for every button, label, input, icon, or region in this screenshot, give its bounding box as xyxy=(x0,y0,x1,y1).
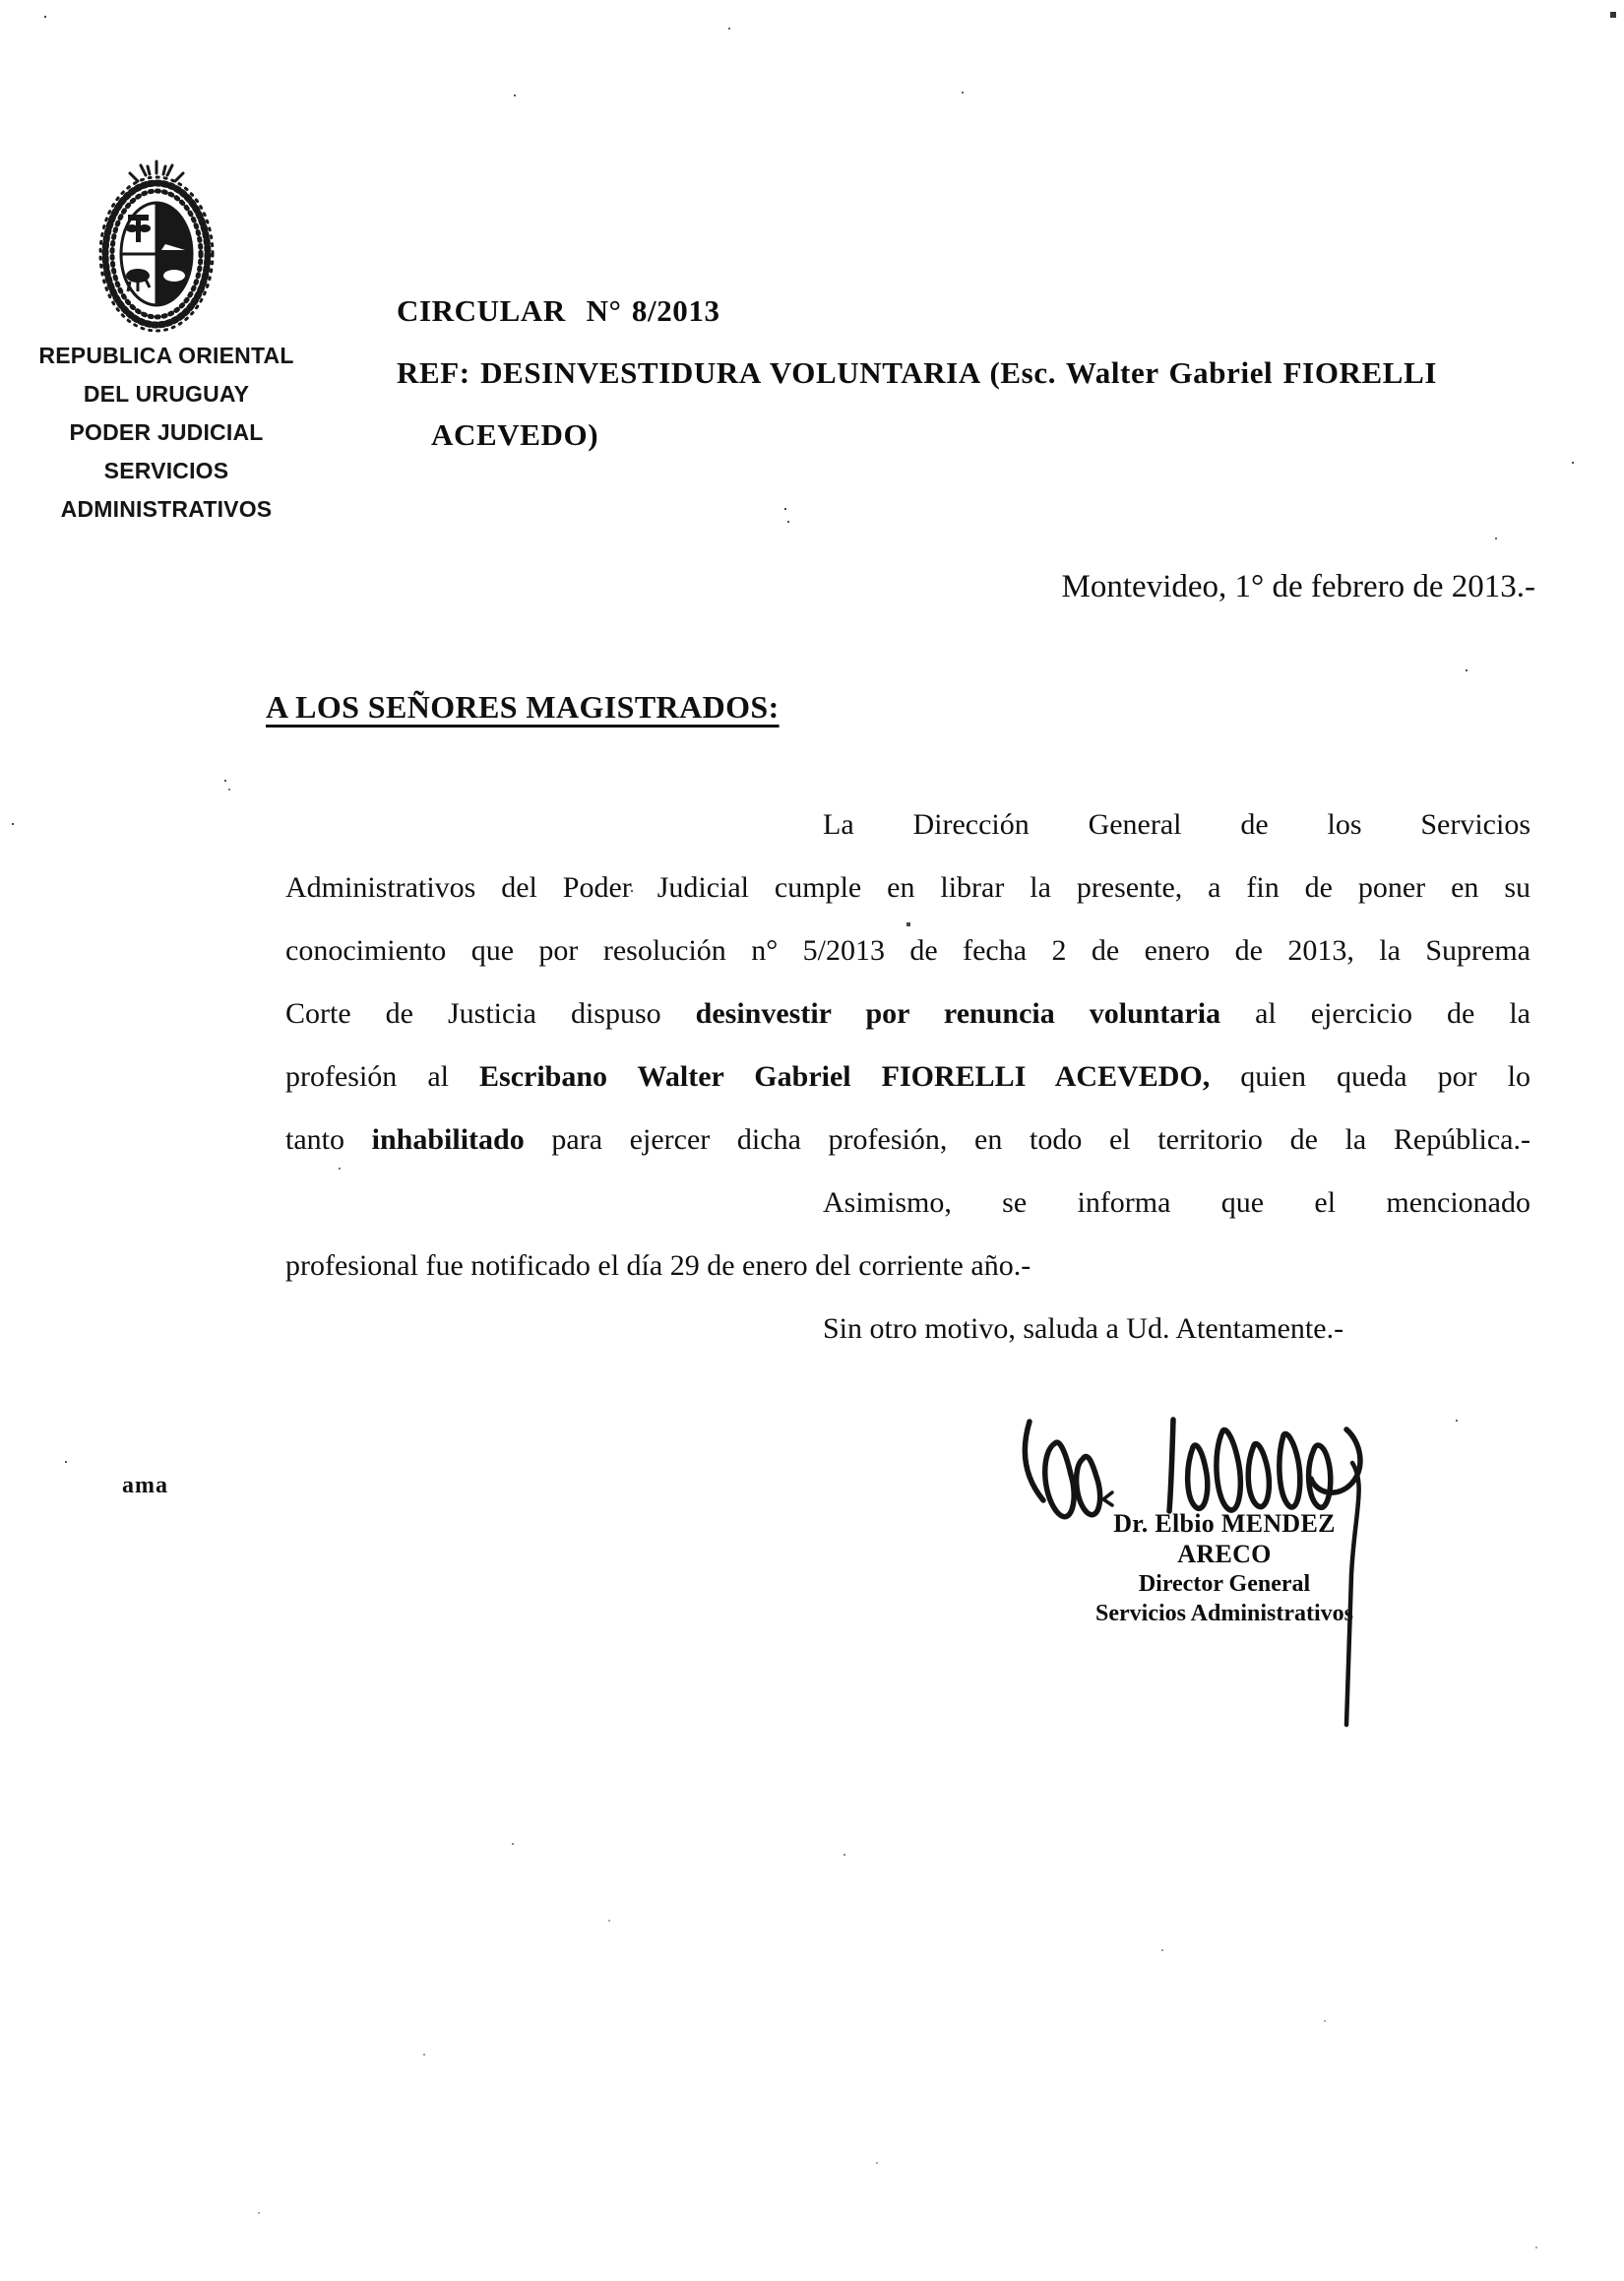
body-line: Sin otro motivo, saluda a Ud. Atentamente.- xyxy=(823,1312,1344,1345)
circular-number: CIRCULAR N° 8/2013 xyxy=(397,293,720,328)
body-text: profesión al xyxy=(285,1060,480,1093)
scan-noise-specks xyxy=(0,0,2,2)
letter-body xyxy=(285,793,1530,1361)
body-text-bold: desinvestir por renuncia voluntaria xyxy=(695,997,1221,1030)
letterhead-line: SERVICIOS xyxy=(103,458,229,483)
addressee: A LOS SEÑORES MAGISTRADOS: xyxy=(266,689,780,725)
body-text-bold: Escribano Walter Gabriel FIORELLI ACEVEDO, xyxy=(479,1060,1211,1093)
signatory-office: Servicios Administrativos xyxy=(1095,1601,1353,1626)
handwritten-signature xyxy=(1014,1408,1388,1733)
body-text-bold: inhabilitado xyxy=(371,1123,525,1156)
reference-line-1: REF: DESINVESTIDURA VOLUNTARIA (Esc. Walter Gabriel FIORELLI xyxy=(397,355,1438,390)
body-text: quien queda por lo xyxy=(1210,1060,1530,1093)
body-line xyxy=(285,1045,1530,1109)
body-text: tanto xyxy=(285,1123,372,1156)
letterhead-line: ADMINISTRATIVOS xyxy=(60,496,273,522)
body-line: conocimiento que por resolución n° 5/2013 de fecha 2 de enero de 2013, la Suprema xyxy=(285,934,1530,967)
coat-of-arms-icon xyxy=(98,159,215,333)
dateline: Montevideo, 1° de febrero de 2013.- xyxy=(1061,569,1535,604)
letterhead-line: PODER JUDICIAL xyxy=(69,419,264,445)
body-text: Corte de Justicia dispuso xyxy=(285,997,696,1030)
signatory-name: Dr. Elbio MENDEZ ARECO xyxy=(1113,1509,1336,1568)
body-line: Asimismo, se informa que el mencionado xyxy=(823,1186,1530,1219)
signatory-title: Director General xyxy=(1138,1571,1311,1597)
typist-initials: ama xyxy=(122,1473,168,1498)
letterhead-line: DEL URUGUAY xyxy=(83,381,250,407)
body-text: para ejercer dicha profesión, en todo el territorio de la República.- xyxy=(524,1123,1530,1156)
body-line: profesional fue notificado el día 29 de enero del corriente año.- xyxy=(285,1249,1031,1282)
body-line xyxy=(285,1109,1530,1172)
body-text: al ejercicio de la xyxy=(1220,997,1530,1030)
letterhead xyxy=(18,337,315,529)
reference-line-2: ACEVEDO) xyxy=(431,417,599,452)
body-line: La Dirección General de los Servicios xyxy=(823,808,1530,841)
body-line: Administrativos del Poder Judicial cumple en librar la presente, a fin de poner en su xyxy=(285,871,1530,904)
body-line xyxy=(285,982,1530,1045)
letterhead-line: REPUBLICA ORIENTAL xyxy=(38,343,294,368)
